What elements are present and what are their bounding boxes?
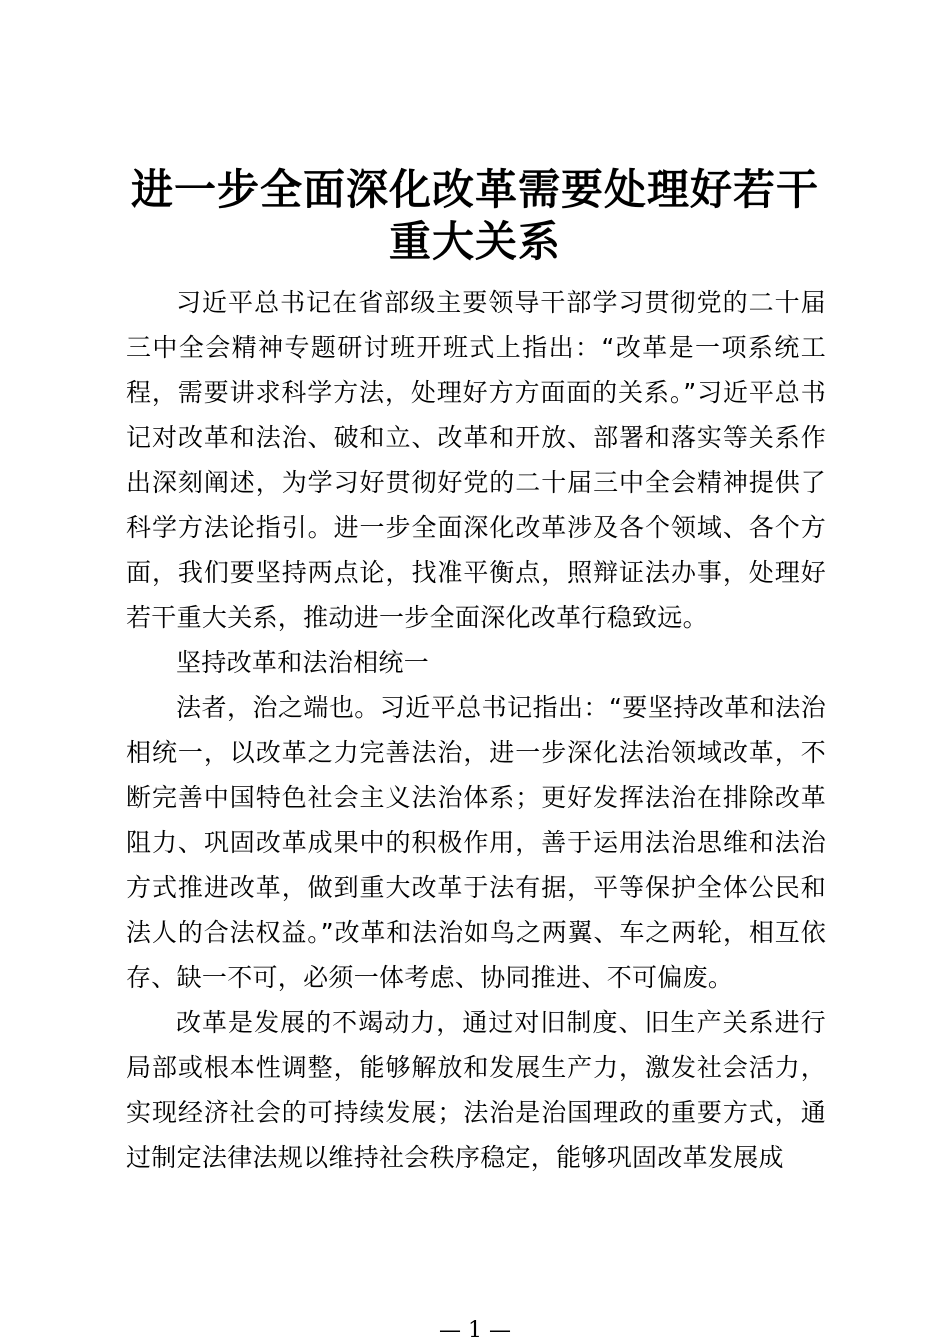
paragraph-intro: 习近平总书记在省部级主要领导干部学习贯彻党的二十届三中全会精神专题研讨班开班式上指出：“改革是一项系统工程，需要讲求科学方法，处理好方方面面的关系。”习近平总书记对改革和法治、破和立、改革和开放、部署和落实等关系作出深刻阐述，为学习好贯彻好党的二十届三中全会精神提供了科学方法论指引。进一步全面深化改革涉及各个领域、各个方面，我们要坚持两点论，找准平衡点，照辩证法办事，处理好若干重大关系，推动进一步全面深化改革行稳致远。 bbox=[126, 288, 826, 632]
paragraph-rule-of-law: 法者，治之端也。习近平总书记指出：“要坚持改革和法治相统一，以改革之力完善法治，进一步深化法治领域改革，不断完善中国特色社会主义法治体系；更好发挥法治在排除改革阻力、巩固改革成果中的积极作用，善于运用法治思维和法治方式推进改革，做到重大改革于法有据，平等保护全体公民和法人的合法权益。”改革和法治如鸟之两翼、车之两轮，相互依存、缺一不可，必须一体考虑、协同推进、不可偏废。 bbox=[126, 693, 826, 992]
page-number: — 1 — bbox=[439, 1318, 511, 1343]
document-body bbox=[126, 280, 826, 1180]
paragraph-reform-development: 改革是发展的不竭动力，通过对旧制度、旧生产关系进行局部或根本性调整，能够解放和发展生产力，激发社会活力，实现经济社会的可持续发展；法治是治国理政的重要方式，通过制定法律法规以维持社会秩序稳定，能够巩固改革发展成 bbox=[126, 1008, 826, 1172]
document-title: 进一步全面深化改革需要处理好若干重大关系 bbox=[130, 165, 819, 266]
section-heading: 坚持改革和法治相统一 bbox=[176, 648, 430, 677]
